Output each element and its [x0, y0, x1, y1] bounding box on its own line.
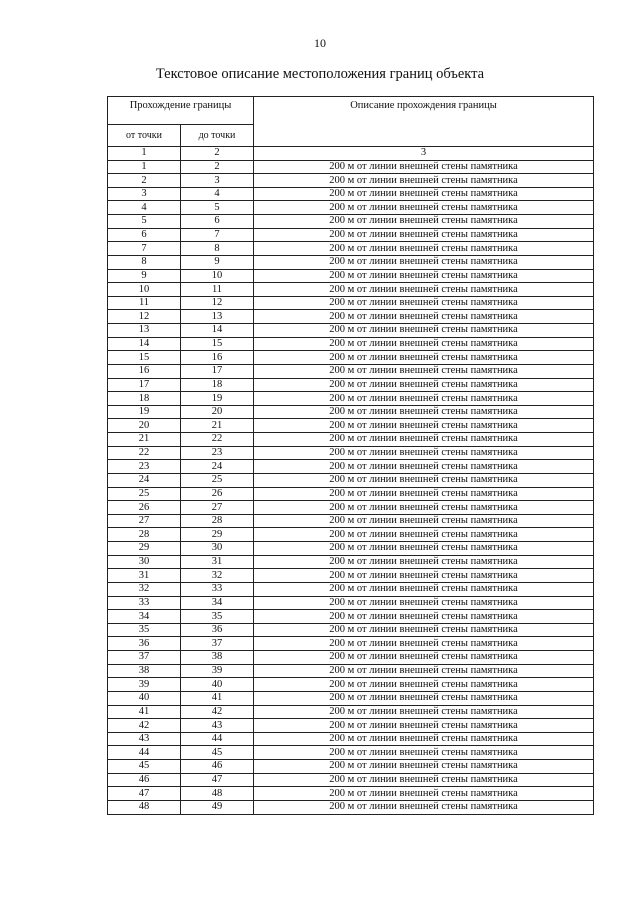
table-row [108, 719, 594, 733]
table-row [108, 542, 594, 556]
table-row [108, 732, 594, 746]
row-description: 200 м от линии внешней стены памятника [254, 732, 594, 746]
row-description: 200 м от линии внешней стены памятника [254, 228, 594, 242]
row-from-point: 45 [108, 760, 181, 774]
table-row [108, 610, 594, 624]
page-title: Текстовое описание местоположения границ объекта [155, 66, 485, 82]
row-from-point: 8 [108, 255, 181, 269]
row-to-point: 6 [181, 215, 254, 229]
column-number-3: 3 [254, 147, 594, 161]
row-to-point: 26 [181, 487, 254, 501]
row-from-point: 3 [108, 187, 181, 201]
table-row [108, 787, 594, 801]
row-to-point: 47 [181, 773, 254, 787]
header-boundary-description: Описание прохождения границы [254, 97, 594, 147]
row-description: 200 м от линии внешней стены памятника [254, 651, 594, 665]
row-from-point: 7 [108, 242, 181, 256]
row-to-point: 27 [181, 501, 254, 515]
row-to-point: 32 [181, 569, 254, 583]
row-description: 200 м от линии внешней стены памятника [254, 760, 594, 774]
row-description: 200 м от линии внешней стены памятника [254, 242, 594, 256]
row-from-point: 5 [108, 215, 181, 229]
boundary-description-table [107, 96, 594, 815]
table-row [108, 528, 594, 542]
row-from-point: 2 [108, 174, 181, 188]
row-description: 200 м от линии внешней стены памятника [254, 514, 594, 528]
row-description: 200 м от линии внешней стены памятника [254, 419, 594, 433]
row-description: 200 м от линии внешней стены памятника [254, 460, 594, 474]
row-description: 200 м от линии внешней стены памятника [254, 664, 594, 678]
row-from-point: 35 [108, 623, 181, 637]
row-from-point: 44 [108, 746, 181, 760]
row-to-point: 2 [181, 160, 254, 174]
table-row [108, 623, 594, 637]
row-to-point: 12 [181, 296, 254, 310]
row-to-point: 5 [181, 201, 254, 215]
row-to-point: 16 [181, 351, 254, 365]
row-description: 200 м от линии внешней стены памятника [254, 569, 594, 583]
row-description: 200 м от линии внешней стены памятника [254, 528, 594, 542]
row-from-point: 48 [108, 800, 181, 814]
row-from-point: 12 [108, 310, 181, 324]
table-row [108, 174, 594, 188]
row-to-point: 17 [181, 364, 254, 378]
row-from-point: 33 [108, 596, 181, 610]
row-description: 200 м от линии внешней стены памятника [254, 160, 594, 174]
table-row [108, 460, 594, 474]
table-row [108, 582, 594, 596]
row-from-point: 10 [108, 283, 181, 297]
row-from-point: 26 [108, 501, 181, 515]
row-to-point: 40 [181, 678, 254, 692]
row-description: 200 м от линии внешней стены памятника [254, 310, 594, 324]
row-to-point: 8 [181, 242, 254, 256]
page-number: 10 [314, 36, 326, 50]
table-row [108, 433, 594, 447]
table-body [108, 160, 594, 814]
table-row [108, 242, 594, 256]
column-number-2: 2 [181, 147, 254, 161]
table-row [108, 473, 594, 487]
row-from-point: 29 [108, 542, 181, 556]
row-description: 200 м от линии внешней стены памятника [254, 405, 594, 419]
row-description: 200 м от линии внешней стены памятника [254, 255, 594, 269]
row-to-point: 21 [181, 419, 254, 433]
row-to-point: 18 [181, 378, 254, 392]
row-from-point: 38 [108, 664, 181, 678]
row-description: 200 м от линии внешней стены памятника [254, 433, 594, 447]
row-from-point: 9 [108, 269, 181, 283]
row-description: 200 м от линии внешней стены памятника [254, 392, 594, 406]
row-description: 200 м от линии внешней стены памятника [254, 378, 594, 392]
table-row [108, 405, 594, 419]
row-description: 200 м от линии внешней стены памятника [254, 337, 594, 351]
row-description: 200 м от линии внешней стены памятника [254, 269, 594, 283]
table-row [108, 501, 594, 515]
table-row [108, 337, 594, 351]
row-from-point: 17 [108, 378, 181, 392]
row-description: 200 м от линии внешней стены памятника [254, 678, 594, 692]
table-row [108, 392, 594, 406]
row-description: 200 м от линии внешней стены памятника [254, 555, 594, 569]
row-description: 200 м от линии внешней стены памятника [254, 324, 594, 338]
row-to-point: 41 [181, 691, 254, 705]
table-row [108, 310, 594, 324]
row-from-point: 1 [108, 160, 181, 174]
row-description: 200 м от линии внешней стены памятника [254, 623, 594, 637]
row-description: 200 м от линии внешней стены памятника [254, 296, 594, 310]
row-from-point: 25 [108, 487, 181, 501]
row-from-point: 20 [108, 419, 181, 433]
row-description: 200 м от линии внешней стены памятника [254, 582, 594, 596]
row-from-point: 19 [108, 405, 181, 419]
row-from-point: 41 [108, 705, 181, 719]
row-from-point: 15 [108, 351, 181, 365]
row-from-point: 37 [108, 651, 181, 665]
row-description: 200 м от линии внешней стены памятника [254, 787, 594, 801]
table-row [108, 378, 594, 392]
row-to-point: 13 [181, 310, 254, 324]
row-description: 200 м от линии внешней стены памятника [254, 446, 594, 460]
row-from-point: 23 [108, 460, 181, 474]
table-row [108, 269, 594, 283]
table-row [108, 296, 594, 310]
row-to-point: 29 [181, 528, 254, 542]
table-row [108, 691, 594, 705]
row-to-point: 49 [181, 800, 254, 814]
row-description: 200 м от линии внешней стены памятника [254, 542, 594, 556]
table-row [108, 283, 594, 297]
table-row [108, 651, 594, 665]
table-row [108, 746, 594, 760]
table-row [108, 664, 594, 678]
row-to-point: 34 [181, 596, 254, 610]
row-description: 200 м от линии внешней стены памятника [254, 487, 594, 501]
row-to-point: 46 [181, 760, 254, 774]
table-row [108, 446, 594, 460]
row-description: 200 м от линии внешней стены памятника [254, 501, 594, 515]
row-from-point: 22 [108, 446, 181, 460]
row-description: 200 м от линии внешней стены памятника [254, 473, 594, 487]
table-row [108, 596, 594, 610]
row-from-point: 42 [108, 719, 181, 733]
row-to-point: 28 [181, 514, 254, 528]
row-from-point: 16 [108, 364, 181, 378]
table-row [108, 324, 594, 338]
row-to-point: 15 [181, 337, 254, 351]
table-row [108, 514, 594, 528]
row-to-point: 23 [181, 446, 254, 460]
row-description: 200 м от линии внешней стены памятника [254, 610, 594, 624]
row-from-point: 32 [108, 582, 181, 596]
row-description: 200 м от линии внешней стены памятника [254, 773, 594, 787]
row-description: 200 м от линии внешней стены памятника [254, 187, 594, 201]
row-description: 200 м от линии внешней стены памятника [254, 691, 594, 705]
row-to-point: 45 [181, 746, 254, 760]
row-description: 200 м от линии внешней стены памятника [254, 174, 594, 188]
table-row [108, 228, 594, 242]
row-to-point: 38 [181, 651, 254, 665]
row-to-point: 25 [181, 473, 254, 487]
table-row [108, 419, 594, 433]
row-to-point: 33 [181, 582, 254, 596]
table-row [108, 187, 594, 201]
row-to-point: 37 [181, 637, 254, 651]
row-description: 200 м от линии внешней стены памятника [254, 364, 594, 378]
row-from-point: 43 [108, 732, 181, 746]
header-boundary-passage: Прохождение границы [108, 97, 254, 125]
table-row [108, 569, 594, 583]
row-from-point: 30 [108, 555, 181, 569]
row-from-point: 21 [108, 433, 181, 447]
table-row [108, 255, 594, 269]
row-from-point: 24 [108, 473, 181, 487]
table-row [108, 487, 594, 501]
row-from-point: 27 [108, 514, 181, 528]
header-from-point: от точки [108, 125, 181, 147]
row-to-point: 30 [181, 542, 254, 556]
row-to-point: 9 [181, 255, 254, 269]
table-row [108, 215, 594, 229]
row-from-point: 36 [108, 637, 181, 651]
row-from-point: 14 [108, 337, 181, 351]
row-description: 200 м от линии внешней стены памятника [254, 215, 594, 229]
row-to-point: 44 [181, 732, 254, 746]
header-to-point: до точки [181, 125, 254, 147]
row-to-point: 14 [181, 324, 254, 338]
row-to-point: 24 [181, 460, 254, 474]
row-from-point: 4 [108, 201, 181, 215]
row-description: 200 м от линии внешней стены памятника [254, 746, 594, 760]
table-row [108, 773, 594, 787]
row-description: 200 м от линии внешней стены памятника [254, 283, 594, 297]
table-row [108, 678, 594, 692]
row-from-point: 34 [108, 610, 181, 624]
row-from-point: 31 [108, 569, 181, 583]
row-from-point: 40 [108, 691, 181, 705]
row-description: 200 м от линии внешней стены памятника [254, 351, 594, 365]
row-description: 200 м от линии внешней стены памятника [254, 719, 594, 733]
table-row [108, 705, 594, 719]
row-to-point: 11 [181, 283, 254, 297]
table-row [108, 201, 594, 215]
column-number-1: 1 [108, 147, 181, 161]
row-to-point: 39 [181, 664, 254, 678]
row-to-point: 31 [181, 555, 254, 569]
row-to-point: 3 [181, 174, 254, 188]
row-from-point: 11 [108, 296, 181, 310]
table-row [108, 364, 594, 378]
row-from-point: 47 [108, 787, 181, 801]
row-from-point: 28 [108, 528, 181, 542]
row-description: 200 м от линии внешней стены памятника [254, 800, 594, 814]
row-description: 200 м от линии внешней стены памятника [254, 705, 594, 719]
row-to-point: 20 [181, 405, 254, 419]
row-from-point: 6 [108, 228, 181, 242]
row-to-point: 10 [181, 269, 254, 283]
row-description: 200 м от линии внешней стены памятника [254, 596, 594, 610]
table-row [108, 637, 594, 651]
table-row [108, 800, 594, 814]
row-to-point: 35 [181, 610, 254, 624]
row-to-point: 36 [181, 623, 254, 637]
row-from-point: 18 [108, 392, 181, 406]
table-row [108, 351, 594, 365]
row-to-point: 48 [181, 787, 254, 801]
row-description: 200 м от линии внешней стены памятника [254, 201, 594, 215]
row-to-point: 19 [181, 392, 254, 406]
row-to-point: 22 [181, 433, 254, 447]
row-from-point: 46 [108, 773, 181, 787]
row-to-point: 4 [181, 187, 254, 201]
table-row [108, 760, 594, 774]
row-to-point: 7 [181, 228, 254, 242]
row-description: 200 м от линии внешней стены памятника [254, 637, 594, 651]
row-from-point: 13 [108, 324, 181, 338]
row-to-point: 43 [181, 719, 254, 733]
table-row [108, 555, 594, 569]
table-row [108, 160, 594, 174]
row-from-point: 39 [108, 678, 181, 692]
row-to-point: 42 [181, 705, 254, 719]
